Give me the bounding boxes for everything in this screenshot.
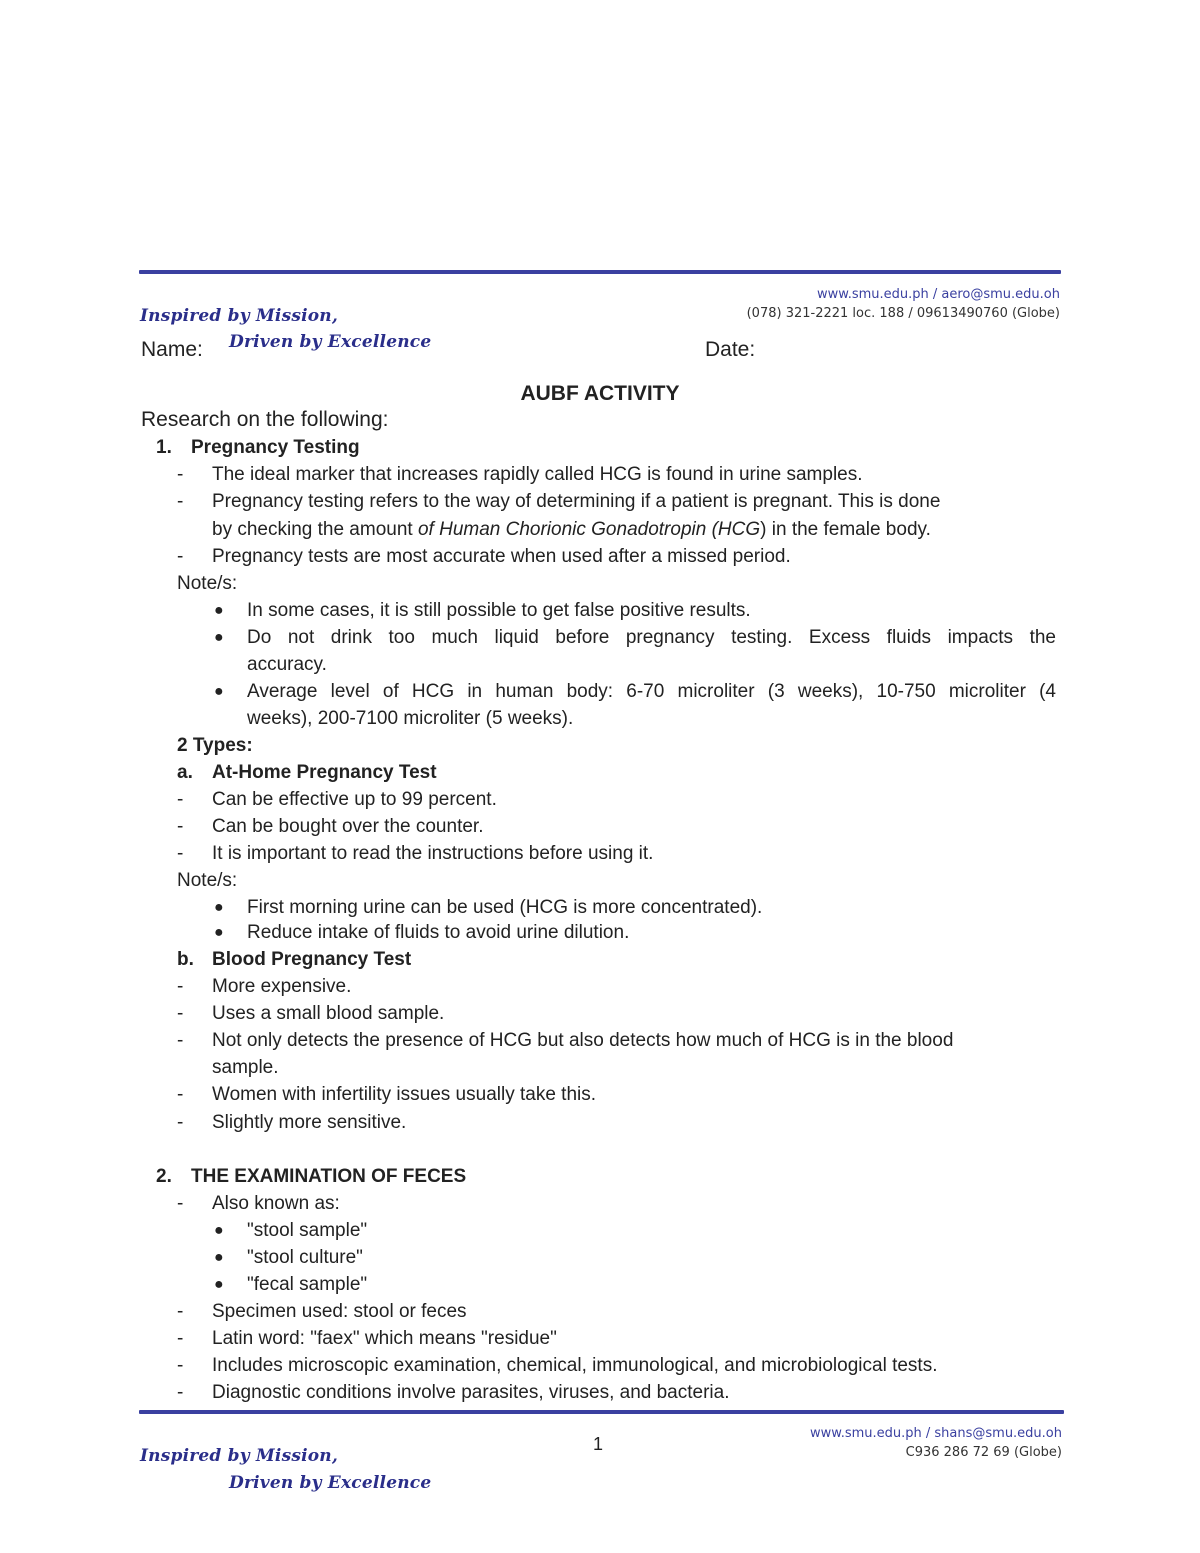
bullet-marker: ● — [214, 1249, 224, 1266]
type-b-heading: Blood Pregnancy Test — [212, 949, 412, 970]
type-a-note-1: First morning urine can be used (HCG is more concentrated). — [247, 897, 763, 918]
dash-marker: - — [177, 816, 184, 837]
type-a-point-3: It is important to read the instructions before using it. — [212, 843, 654, 864]
section1-point-1: The ideal marker that increases rapidly called HCG is found in urine samples. — [212, 464, 863, 485]
section1-point-2-cont-a: by checking the amount — [212, 519, 413, 540]
dash-marker: - — [177, 491, 184, 512]
bullet-marker: ● — [214, 683, 224, 700]
header-contact-phone: (078) 321-2221 loc. 188 / 09613490760 (Globe) — [746, 306, 1060, 321]
section2-aka-2: "stool culture" — [247, 1247, 363, 1268]
section1-note-2-cont: accuracy. — [247, 654, 327, 675]
dash-marker: - — [177, 976, 184, 997]
dash-marker: - — [177, 464, 184, 485]
bullet-marker: ● — [214, 629, 224, 646]
section1-note-2: Do not drink too much liquid before pregnancy testing. Excess fluids impacts the — [247, 627, 1056, 648]
dash-marker: - — [177, 1355, 184, 1376]
dash-marker: - — [177, 1084, 184, 1105]
dash-marker: - — [177, 843, 184, 864]
dash-marker: - — [177, 789, 184, 810]
type-a-notes-label: Note/s: — [177, 870, 238, 891]
section2-aka-1: "stool sample" — [247, 1220, 368, 1241]
dash-marker: - — [177, 1112, 184, 1133]
bullet-marker: ● — [214, 1222, 224, 1239]
section2-aka-3: "fecal sample" — [247, 1274, 368, 1295]
header-contact — [747, 285, 1060, 323]
name-label: Name: — [141, 338, 203, 361]
type-a-point-2: Can be bought over the counter. — [212, 816, 484, 837]
type-a-heading: At-Home Pregnancy Test — [212, 762, 437, 783]
types-label: 2 Types: — [177, 735, 253, 756]
header-rule — [139, 270, 1061, 274]
section1-note-3-cont: weeks), 200-7100 microliter (5 weeks). — [247, 708, 574, 729]
dash-marker: - — [177, 546, 184, 567]
type-b-point-1: More expensive. — [212, 976, 352, 997]
header-motto-line1: Inspired by Mission, — [140, 306, 338, 326]
section2-aka-label: Also known as: — [212, 1193, 340, 1214]
section2-point-4: Diagnostic conditions involve parasites, viruses, and bacteria. — [212, 1382, 730, 1403]
type-a-letter: a. — [177, 762, 193, 783]
section2-point-1: Specimen used: stool or feces — [212, 1301, 467, 1322]
page-number: 1 — [593, 1434, 604, 1454]
footer-rule — [139, 1410, 1064, 1414]
section1-point-2: Pregnancy testing refers to the way of determining if a patient is pregnant. This is done — [212, 491, 941, 512]
section2-point-2: Latin word: "faex" which means "residue" — [212, 1328, 557, 1349]
section1-number: 1. — [156, 437, 172, 458]
section2-number: 2. — [156, 1166, 172, 1187]
dash-marker: - — [177, 1193, 184, 1214]
section1-notes-label: Note/s: — [177, 573, 238, 594]
bullet-marker: ● — [214, 602, 224, 619]
section1-point-2-cont-b: ) in the female body. — [760, 519, 931, 540]
bullet-marker: ● — [214, 1276, 224, 1293]
type-b-point-4: Women with infertility issues usually take this. — [212, 1084, 597, 1105]
section1-note-1: In some cases, it is still possible to get false positive results. — [247, 600, 751, 621]
bullet-marker: ● — [214, 924, 224, 941]
document-title: AUBF ACTIVITY — [520, 382, 680, 405]
header-contact-web: www.smu.edu.ph / aero@smu.edu.oh — [816, 287, 1060, 302]
intro-text: Research on the following: — [141, 408, 389, 431]
footer-contact-web: www.smu.edu.ph / shans@smu.edu.oh — [809, 1426, 1062, 1441]
type-a-point-1: Can be effective up to 99 percent. — [212, 789, 497, 810]
type-a-note-2: Reduce intake of fluids to avoid urine dilution. — [247, 922, 630, 943]
section1-point-2-cont — [212, 516, 931, 543]
footer-motto-line2: Driven by Excellence — [229, 1473, 432, 1493]
dash-marker: - — [177, 1382, 184, 1403]
section2-heading: THE EXAMINATION OF FECES — [191, 1166, 467, 1187]
type-b-point-5: Slightly more sensitive. — [212, 1112, 407, 1133]
section1-hcg-term: of Human Chorionic Gonadotropin (HCG — [417, 519, 761, 540]
footer-contact-phone: C936 286 72 69 (Globe) — [905, 1445, 1062, 1460]
type-b-point-2: Uses a small blood sample. — [212, 1003, 445, 1024]
date-label: Date: — [705, 338, 756, 361]
dash-marker: - — [177, 1030, 184, 1051]
section2-point-3: Includes microscopic examination, chemical, immunological, and microbiological tests. — [212, 1355, 938, 1376]
type-b-point-3: Not only detects the presence of HCG but also detects how much of HCG is in the blood — [212, 1030, 954, 1051]
footer-motto-line1: Inspired by Mission, — [140, 1446, 338, 1466]
type-b-point-3-cont: sample. — [212, 1057, 279, 1078]
dash-marker: - — [177, 1328, 184, 1349]
section1-heading: Pregnancy Testing — [191, 437, 360, 458]
section1-point-3: Pregnancy tests are most accurate when used after a missed period. — [212, 546, 791, 567]
dash-marker: - — [177, 1301, 184, 1322]
header-motto-line2: Driven by Excellence — [229, 332, 432, 352]
type-b-letter: b. — [177, 949, 194, 970]
section1-note-3: Average level of HCG in human body: 6-70 microliter (3 weeks), 10-750 microliter (4 — [247, 681, 1056, 702]
bullet-marker: ● — [214, 899, 224, 916]
footer-contact — [810, 1424, 1062, 1462]
dash-marker: - — [177, 1003, 184, 1024]
